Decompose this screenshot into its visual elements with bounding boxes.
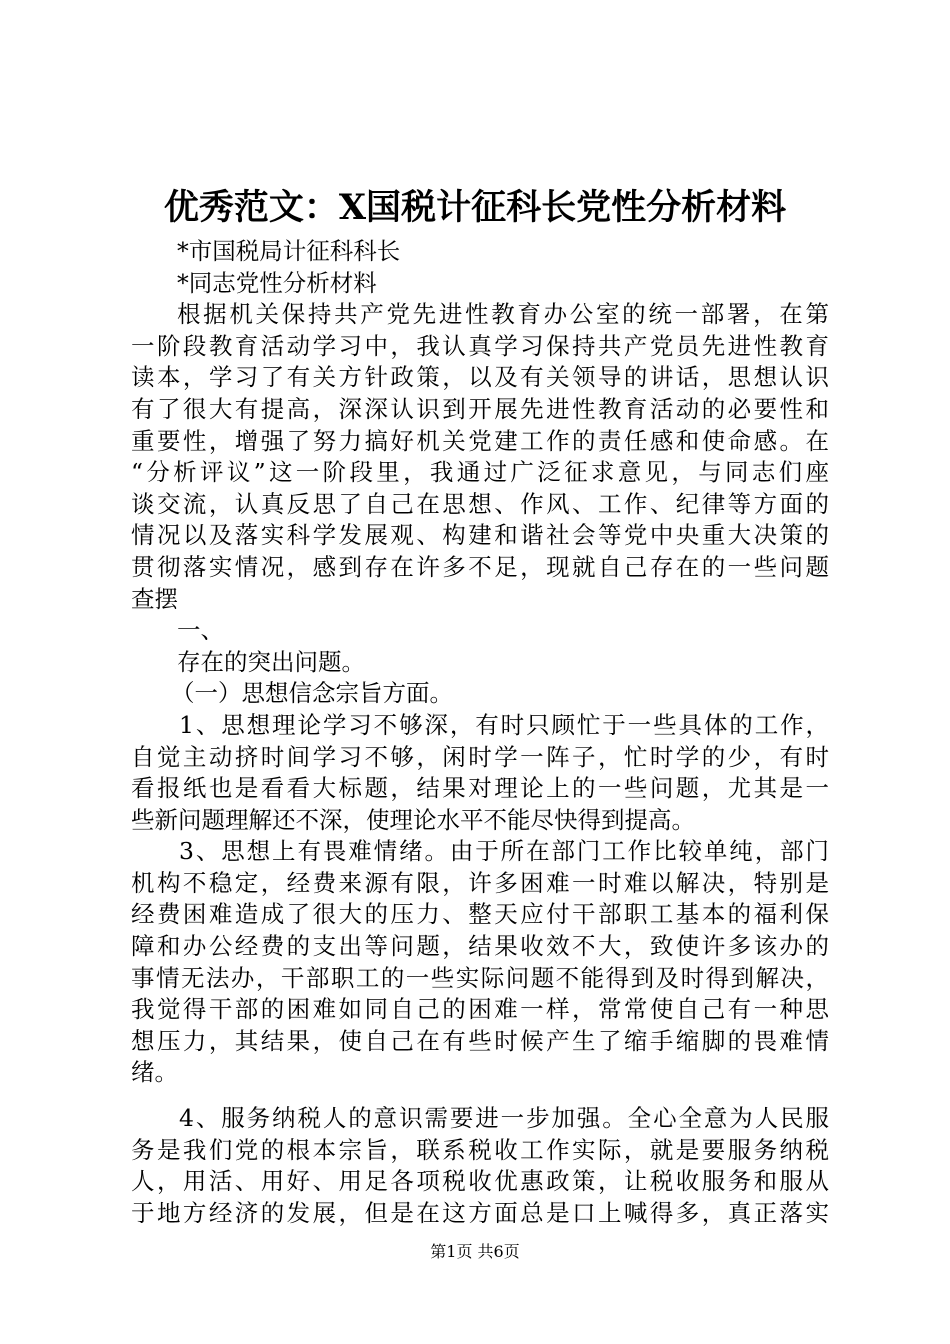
text-line: 情况以及落实科学发展观、构建和谐社会等党中央重大决策的 — [131, 521, 829, 550]
text-line: 我觉得干部的困难如同自己的困难一样，常常使自己有一种思 — [131, 995, 829, 1024]
text-line: *同志党性分析材料 — [177, 268, 377, 297]
text-line: 根据机关保持共产党先进性教育办公室的统一部署，在第 — [177, 300, 829, 329]
text-line: 机构不稳定，经费来源有限，许多困难一时难以解决，特别是 — [131, 868, 829, 897]
text-line: 重要性，增强了努力搞好机关党建工作的责任感和使命感。在 — [131, 426, 829, 455]
text-line: 贯彻落实情况，感到存在许多不足，现就自己存在的一些问题 — [131, 552, 829, 581]
text-line: “分析评议”这一阶段里，我通过广泛征求意见，与同志们座 — [131, 458, 829, 487]
paragraph-gap — [131, 1089, 829, 1103]
text-line: 自觉主动挤时间学习不够，闲时学一阵子，忙时学的少，有时 — [131, 742, 829, 771]
text-line: 事情无法办，干部职工的一些实际问题不能得到及时得到解决， — [131, 963, 829, 992]
text-line: 读本，学习了有关方针政策，以及有关领导的讲话，思想认识 — [131, 363, 829, 392]
text-line: 经费困难造成了很大的压力、整天应付干部职工基本的福利保 — [131, 900, 829, 929]
text-line: （一）思想信念宗旨方面。 — [171, 679, 453, 708]
text-line: *市国税局计征科科长 — [177, 237, 401, 265]
text-line: 人，用活、用好、用足各项税收优惠政策，让税收服务和服从 — [131, 1167, 829, 1196]
document-title: 优秀范文：X国税计征科长党性分析材料 — [163, 187, 787, 228]
text-line: 一阶段教育活动学习中，我认真学习保持共产党员先进性教育 — [131, 331, 829, 360]
text-line: 想压力，其结果，使自己在有些时候产生了缩手缩脚的畏难情 — [131, 1026, 829, 1055]
document-body — [131, 236, 829, 1229]
text-line: 查摆 — [131, 584, 178, 613]
text-line: 存在的突出问题。 — [177, 647, 365, 676]
text-line: 些新问题理解还不深，使理论水平不能尽快得到提高。 — [131, 805, 695, 834]
text-line: 一、 — [177, 616, 224, 645]
text-line: 绪。 — [131, 1058, 178, 1087]
text-line: 于地方经济的发展，但是在这方面总是口上喊得多，真正落实 — [131, 1198, 829, 1227]
text-line: 谈交流，认真反思了自己在思想、作风、工作、纪律等方面的 — [131, 489, 829, 518]
page-number: 第1页 共6页 — [430, 1242, 520, 1261]
text-line: 4、服务纳税人的意识需要进一步加强。全心全意为人民服 — [179, 1104, 829, 1133]
text-line: 有了很大有提高，深深认识到开展先进性教育活动的必要性和 — [131, 394, 829, 423]
text-line: 看报纸也是看看大标题，结果对理论上的一些问题，尤其是一 — [131, 774, 829, 803]
text-line: 务是我们党的根本宗旨，联系税收工作实际，就是要服务纳税 — [131, 1135, 829, 1164]
text-line: 1、思想理论学习不够深，有时只顾忙于一些具体的工作， — [179, 710, 829, 739]
text-line: 障和办公经费的支出等问题，结果收效不大，致使许多该办的 — [131, 932, 829, 961]
text-line: 3、思想上有畏难情绪。由于所在部门工作比较单纯，部门 — [179, 837, 829, 866]
